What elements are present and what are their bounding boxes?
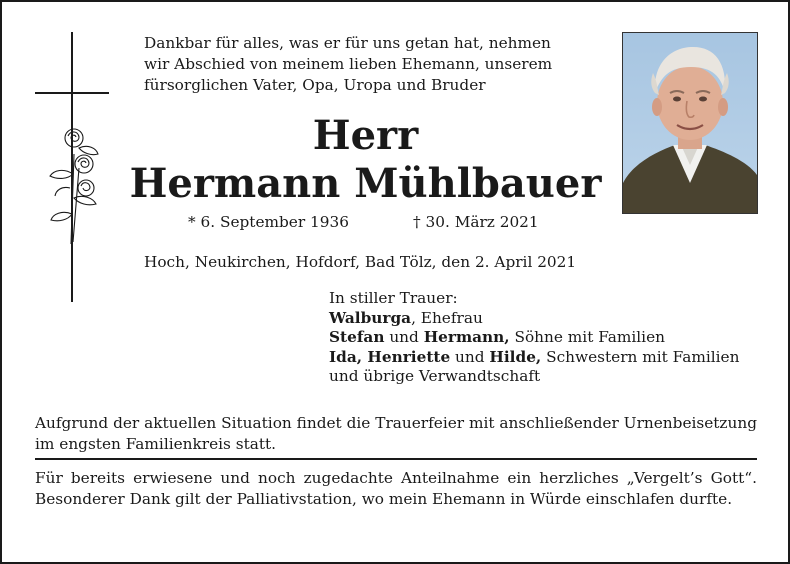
mourner-name: Hilde, <box>489 347 542 366</box>
mourner-name: Stefan <box>329 328 385 347</box>
portrait-icon <box>623 33 757 213</box>
honorific-title: Herr <box>312 112 419 159</box>
deceased-name: Hermann Mühlbauer <box>129 160 602 207</box>
mourners-heading: In stiller Trauer: <box>329 289 458 307</box>
mourner-name: Ida, Henriette <box>329 347 451 366</box>
birth-date: * 6. September 1936 <box>188 213 349 231</box>
intro-line: Dankbar für alles, was er für uns getan hat, nehmen <box>144 34 551 52</box>
divider-line <box>35 458 757 460</box>
intro-line: wir Abschied von meinem lieben Ehemann, unserem <box>144 55 553 73</box>
mourner-line-wife <box>329 309 769 329</box>
portrait-photo <box>622 32 758 214</box>
conjunction: und <box>384 328 424 347</box>
mourner-name: Walburga <box>329 308 412 327</box>
mourner-relation: Söhne mit Familien <box>509 328 665 347</box>
mourner-relation: , Ehefrau <box>411 308 483 327</box>
mourner-name: Hermann, <box>423 328 510 347</box>
intro-text <box>144 33 614 96</box>
cross-icon-bar <box>35 92 109 94</box>
mourner-relation: Schwestern mit Familien <box>541 347 740 366</box>
intro-line: fürsorglichen Vater, Opa, Uropa und Bruder <box>144 76 486 94</box>
death-date: † 30. März 2021 <box>413 213 539 231</box>
mourner-line-sisters <box>329 348 769 368</box>
funeral-notice: Aufgrund der aktuellen Situation findet die Trauerfeier mit anschließender Urnenbeisetzung im engsten Familienkreis statt. <box>35 414 757 453</box>
mourner-line-others: und übrige Verwandtschaft <box>329 367 541 386</box>
mourner-line-sons <box>329 328 769 348</box>
mourners-block <box>329 289 769 387</box>
conjunction: und <box>450 347 490 366</box>
place-and-date: Hoch, Neukirchen, Hofdorf, Bad Tölz, den 2. April 2021 <box>144 253 577 271</box>
thanks-text: Für bereits erwiesene und noch zugedachte Anteilnahme ein herzliches „Vergelt’s Gott“. Besonderer Dank gilt der Palliativstation, wo mein Ehemann in Würde einschlafen durfte. <box>35 469 757 508</box>
